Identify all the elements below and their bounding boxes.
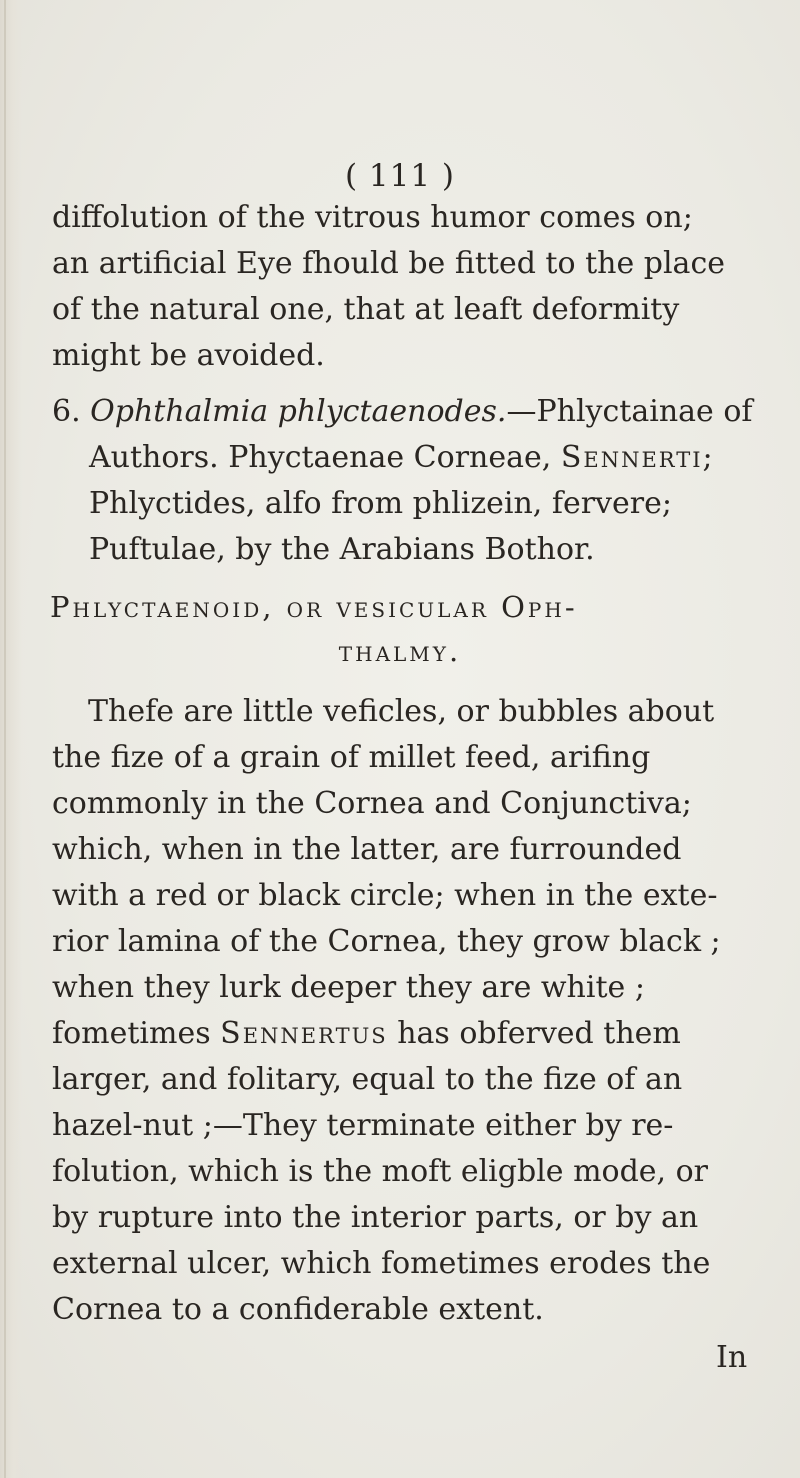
section-heading: Phlyctaenoid, or vesicular Oph- — [50, 590, 578, 624]
item-number: 6. — [52, 394, 81, 429]
section-heading-cont: thalmy. — [338, 634, 462, 668]
body-line: Thefe are little veficles, or bubbles about — [88, 694, 715, 729]
body-line: hazel-nut ;—They terminate either by re- — [52, 1108, 674, 1143]
body-line: when they lurk deeper they are white ; — [52, 970, 645, 1005]
body-line: the fize of a grain of millet feed, arifing — [52, 740, 651, 775]
body-line: larger, and folitary, equal to the fize of an — [52, 1062, 683, 1097]
item-synonym: —Phlyctainae of — [506, 394, 753, 429]
catchword: In — [716, 1340, 748, 1375]
item-term: Ophthalmia phlyctaenodes. — [90, 394, 507, 429]
author-name: Sennertus — [220, 1016, 388, 1051]
item-6-line-1 — [52, 392, 753, 432]
gutter-edge — [4, 0, 6, 1478]
body-line: diffolution of the vitrous humor comes on; — [52, 200, 693, 235]
body-line: might be avoided. — [52, 338, 325, 373]
body-line: which, when in the latter, are furrounded — [52, 832, 682, 867]
body-line: commonly in the Cornea and Conjunctiva; — [52, 786, 692, 821]
author-name: Sennerti; — [560, 440, 715, 475]
item-6-line-2: Authors. Phyctaenae Corneae, Sennerti; — [89, 440, 715, 475]
page-number: ( 111 ) — [344, 158, 456, 194]
body-line: Cornea to a confiderable extent. — [52, 1292, 544, 1327]
body-line: an artificial Eye fhould be fitted to the place — [52, 246, 725, 281]
body-line: with a red or black circle; when in the exte- — [52, 878, 718, 913]
body-line: of the natural one, that at leaft deformity — [52, 292, 680, 327]
body-line: folution, which is the moft eligble mode, or — [52, 1154, 709, 1189]
item-6-line-4: Puftulae, by the Arabians Bothor. — [89, 532, 595, 567]
body-line: rior lamina of the Cornea, they grow black ; — [52, 924, 721, 959]
item-6-line-3: Phlyctides, alfo from phlizein, fervere; — [89, 486, 672, 521]
body-line: external ulcer, which fometimes erodes the — [52, 1246, 711, 1281]
body-line: by rupture into the interior parts, or by an — [52, 1200, 699, 1235]
page-gutter — [0, 0, 22, 1478]
body-line-with-author: fometimes Sennertus has obferved them — [52, 1016, 681, 1051]
